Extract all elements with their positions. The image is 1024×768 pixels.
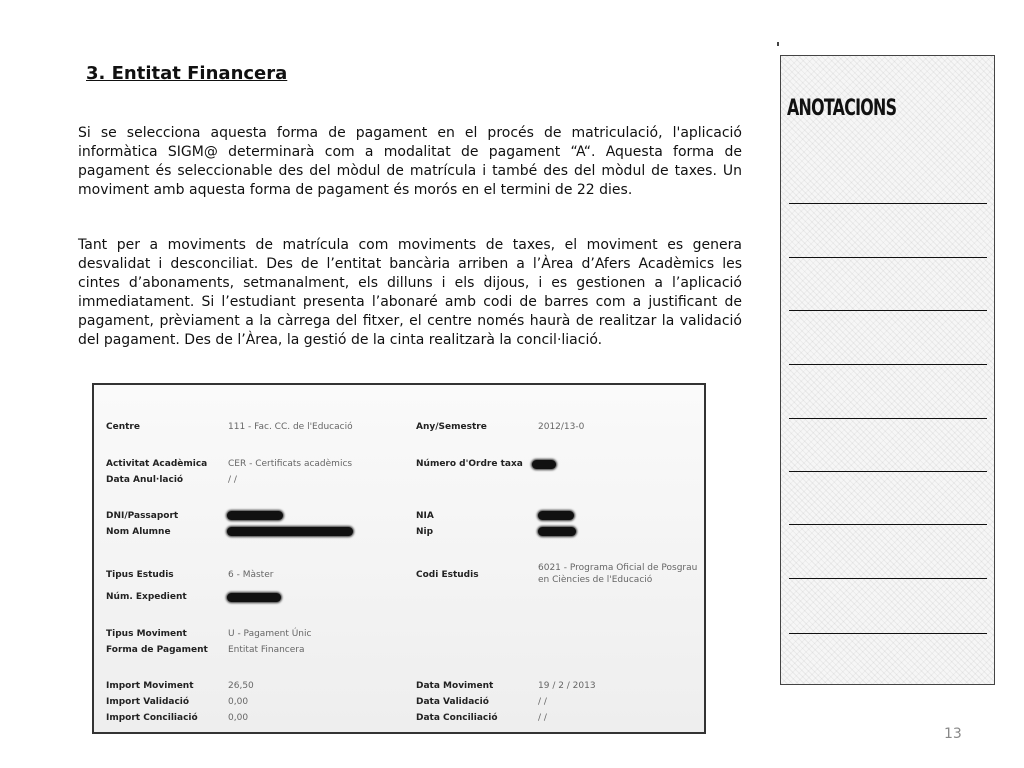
any-semestre-label: Any/Semestre <box>416 422 487 432</box>
import-conciliacio-label: Import Conciliació <box>106 713 198 723</box>
tipus-moviment-label: Tipus Moviment <box>106 629 187 639</box>
note-line <box>789 471 987 472</box>
import-moviment-label: Import Moviment <box>106 681 194 691</box>
tipus-moviment-value: U - Pagament Únic <box>228 629 312 639</box>
note-line <box>789 364 987 365</box>
note-line <box>789 310 987 311</box>
data-validacio-label: Data Validació <box>416 697 489 707</box>
codi-estudis-value-line2: en Ciències de l'Educació <box>538 575 653 585</box>
note-line <box>789 418 987 419</box>
note-line <box>789 524 987 525</box>
dni-redacted <box>227 511 283 520</box>
data-anulacio-value: / / <box>228 475 237 485</box>
forma-pagament-label: Forma de Pagament <box>106 645 208 655</box>
activitat-label: Activitat Acadèmica <box>106 459 208 469</box>
page-number: 13 <box>944 726 962 742</box>
nom-alumne-redacted <box>227 527 353 536</box>
payment-form-panel <box>94 385 704 732</box>
forma-pagament-value: Entitat Financera <box>228 645 305 655</box>
data-moviment-label: Data Moviment <box>416 681 494 691</box>
nom-alumne-label: Nom Alumne <box>106 527 171 537</box>
any-semestre-value: 2012/13-0 <box>538 422 585 432</box>
codi-estudis-label: Codi Estudis <box>416 570 479 580</box>
note-line <box>789 578 987 579</box>
tipus-estudis-value: 6 - Màster <box>228 570 274 580</box>
numero-ordre-label: Número d'Ordre taxa <box>416 459 523 469</box>
section-title: 3. Entitat Financera <box>86 63 288 84</box>
nia-redacted <box>538 511 574 520</box>
nia-label: NIA <box>416 511 434 521</box>
import-moviment-value: 26,50 <box>228 681 254 691</box>
annotations-title: ANOTACIONS <box>787 96 897 121</box>
annotations-panel <box>780 55 995 685</box>
nip-redacted <box>538 527 576 536</box>
payment-screenshot <box>92 383 706 734</box>
data-anulacio-label: Data Anul·lació <box>106 475 184 485</box>
data-validacio-value: / / <box>538 697 547 707</box>
import-conciliacio-value: 0,00 <box>228 713 249 723</box>
paragraph-1: Si se selecciona aquesta forma de pagament en el procés de matriculació, l'aplicació informàtica SIGM@ determinarà com a modalitat de pagament “A“. Aquesta forma de pagament és seleccionable des del mòdul de matrícula i també des del mòdul de taxes. Un moviment amb aquesta forma de pagament és morós en el termini de 22 dies. <box>78 125 742 198</box>
margin-tick <box>777 42 779 46</box>
import-validacio-label: Import Validació <box>106 697 190 707</box>
import-validacio-value: 0,00 <box>228 697 249 707</box>
activitat-value: CER - Certificats acadèmics <box>228 459 353 469</box>
numero-ordre-redacted <box>532 460 556 469</box>
data-conciliacio-value: / / <box>538 713 547 723</box>
centre-label: Centre <box>106 422 140 432</box>
paragraph-2: Tant per a moviments de matrícula com moviments de taxes, el moviment es genera desvalidat i desconciliat. Des de l’entitat bancària arriben a l’Àrea d’Afers Acadèmics les cintes d’abonaments, setmanalment, els dilluns i els dijous, i es gestionen a l’aplicació immediatament. Si l’estudiant presenta l’abonaré amb codi de barres com a justificant de pagament, prèviament a la càrrega del fitxer, el centre només haurà de realitzar la validació del pagament. Des de l’Àrea, la gestió de la cinta realitzarà la concil·liació. <box>78 237 742 348</box>
num-expedient-label: Núm. Expedient <box>106 592 187 602</box>
nip-label: Nip <box>416 527 434 537</box>
note-line <box>789 633 987 634</box>
dni-label: DNI/Passaport <box>106 511 179 521</box>
tipus-estudis-label: Tipus Estudis <box>106 570 174 580</box>
centre-value: 111 - Fac. CC. de l'Educació <box>228 422 353 432</box>
data-moviment-value: 19 / 2 / 2013 <box>538 681 596 691</box>
note-line <box>789 203 987 204</box>
note-line <box>789 257 987 258</box>
num-expedient-redacted <box>227 593 281 602</box>
codi-estudis-value-line1: 6021 - Programa Oficial de Posgrau <box>538 563 698 573</box>
data-conciliacio-label: Data Conciliació <box>416 713 498 723</box>
